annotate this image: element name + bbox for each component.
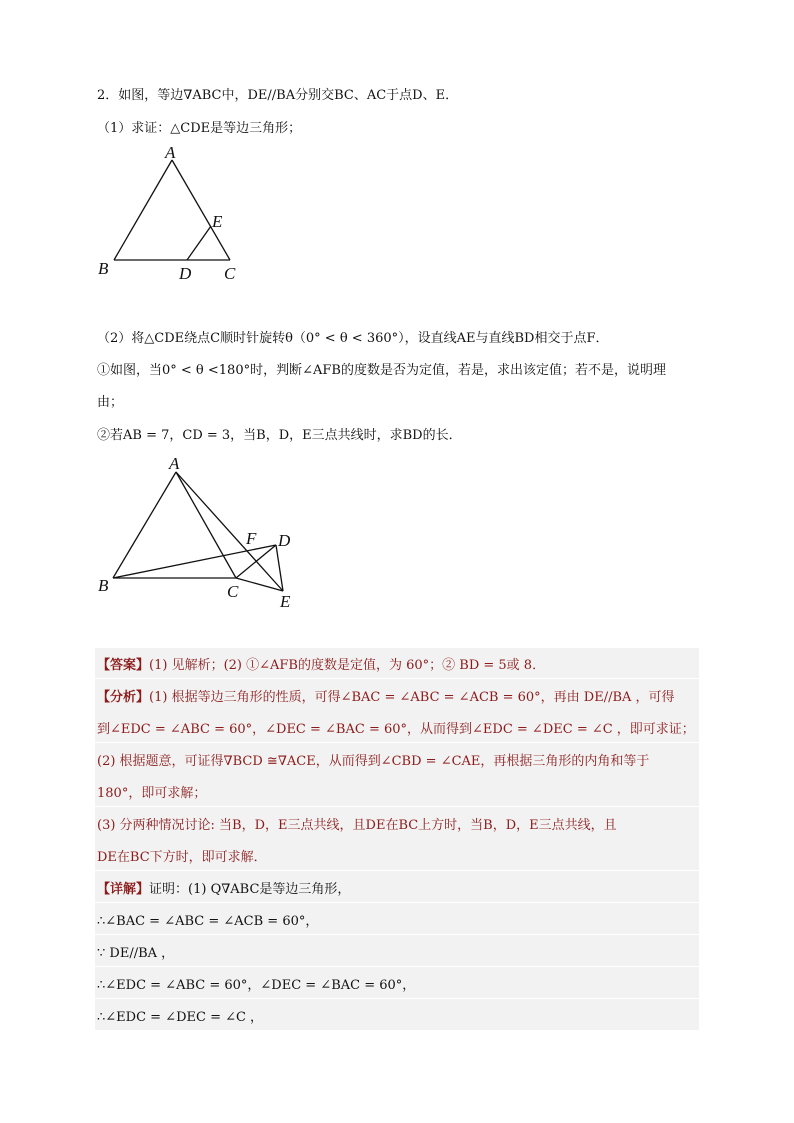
detail-text-1: 证明：(1) Q∇ABC是等边三角形， — [149, 882, 351, 897]
problem-line-3: （2）将△CDE绕点C顺时针旋转θ（0° < θ < 360°），设直线AE与直线BD相交于点F． — [97, 331, 609, 346]
label-a: A — [169, 454, 180, 473]
detail-row-4: ∴∠EDC = ∠ABC = 60°，∠DEC = ∠BAC = 60°， — [97, 978, 416, 993]
segment-cd — [236, 545, 276, 578]
answer-row — [95, 654, 699, 673]
segment-ce — [236, 578, 283, 591]
segment-ae — [176, 472, 283, 591]
problem-line-5: 由； — [97, 395, 124, 410]
analysis-row-1 — [95, 686, 699, 705]
label-c: C — [224, 264, 236, 283]
label-b: B — [98, 576, 109, 595]
analysis-row-4: 180°，即可求解； — [97, 786, 207, 801]
detail-row-3: ∵ DE//BA ， — [97, 946, 175, 961]
label-f: F — [246, 529, 257, 548]
solution-panel — [95, 648, 699, 1030]
segment-ab — [114, 160, 172, 260]
analysis-row-3: (2) 根据题意，可证得∇BCD ≅∇ACE，从而得到∠CBD = ∠CAE，再根据三角形的内角和等于 — [97, 754, 650, 769]
detail-row-1 — [95, 878, 699, 897]
problem-line-2: （1）求证：△CDE是等边三角形； — [97, 121, 302, 136]
detail-tag: 【详解】 — [97, 882, 150, 897]
segment-ac — [176, 472, 236, 578]
segment-bd — [113, 545, 276, 578]
analysis-text-1: (1) 根据等边三角形的性质，可得∠BAC = ∠ABC = ∠ACB = 60°，再由 DE//BA ，可得 — [149, 690, 675, 705]
label-a: A — [165, 143, 176, 162]
label-e: E — [212, 212, 223, 231]
segment-de — [187, 226, 211, 260]
segment-ca — [172, 160, 230, 260]
analysis-tag: 【分析】 — [97, 690, 150, 705]
analysis-row-2: 到∠EDC = ∠ABC = 60°，∠DEC = ∠BAC = 60°，从而得到∠EDC = ∠DEC = ∠C ，即可求证； — [97, 722, 695, 737]
problem-line-6: ②若AB = 7，CD = 3，当B，D，E三点共线时，求BD的长． — [97, 428, 462, 443]
segment-ab — [113, 472, 176, 578]
problem-line-4: ①如图，当0° < θ <180°时，判断∠AFB的度数是否为定值，若是，求出该定值；若不是，说明理 — [97, 363, 666, 378]
problem-line-1: 2．如图，等边∇ABC中，DE//BA分别交BC、AC于点D、E． — [97, 88, 459, 103]
answer-tag: 【答案】 — [97, 658, 150, 673]
detail-row-5: ∴∠EDC = ∠DEC = ∠C ， — [97, 1010, 264, 1025]
label-d: D — [179, 264, 192, 283]
label-c: C — [227, 582, 239, 601]
label-b: B — [98, 259, 109, 278]
detail-row-2: ∴∠BAC = ∠ABC = ∠ACB = 60°， — [97, 914, 319, 929]
figure-2-rotated-triangles — [90, 450, 310, 615]
label-e: E — [280, 592, 291, 611]
label-d: D — [278, 531, 291, 550]
analysis-row-5: (3) 分两种情况讨论: 当B，D，E三点共线，且DE在BC上方时，当B，D，E三点共线，且 — [97, 818, 617, 833]
analysis-row-6: DE在BC下方时，即可求解． — [97, 850, 267, 865]
answer-text: (1) 见解析；(2) ①∠AFB的度数是定值，为 60°；② BD = 5或 8． — [149, 658, 546, 673]
figure-1-triangle — [90, 140, 270, 290]
